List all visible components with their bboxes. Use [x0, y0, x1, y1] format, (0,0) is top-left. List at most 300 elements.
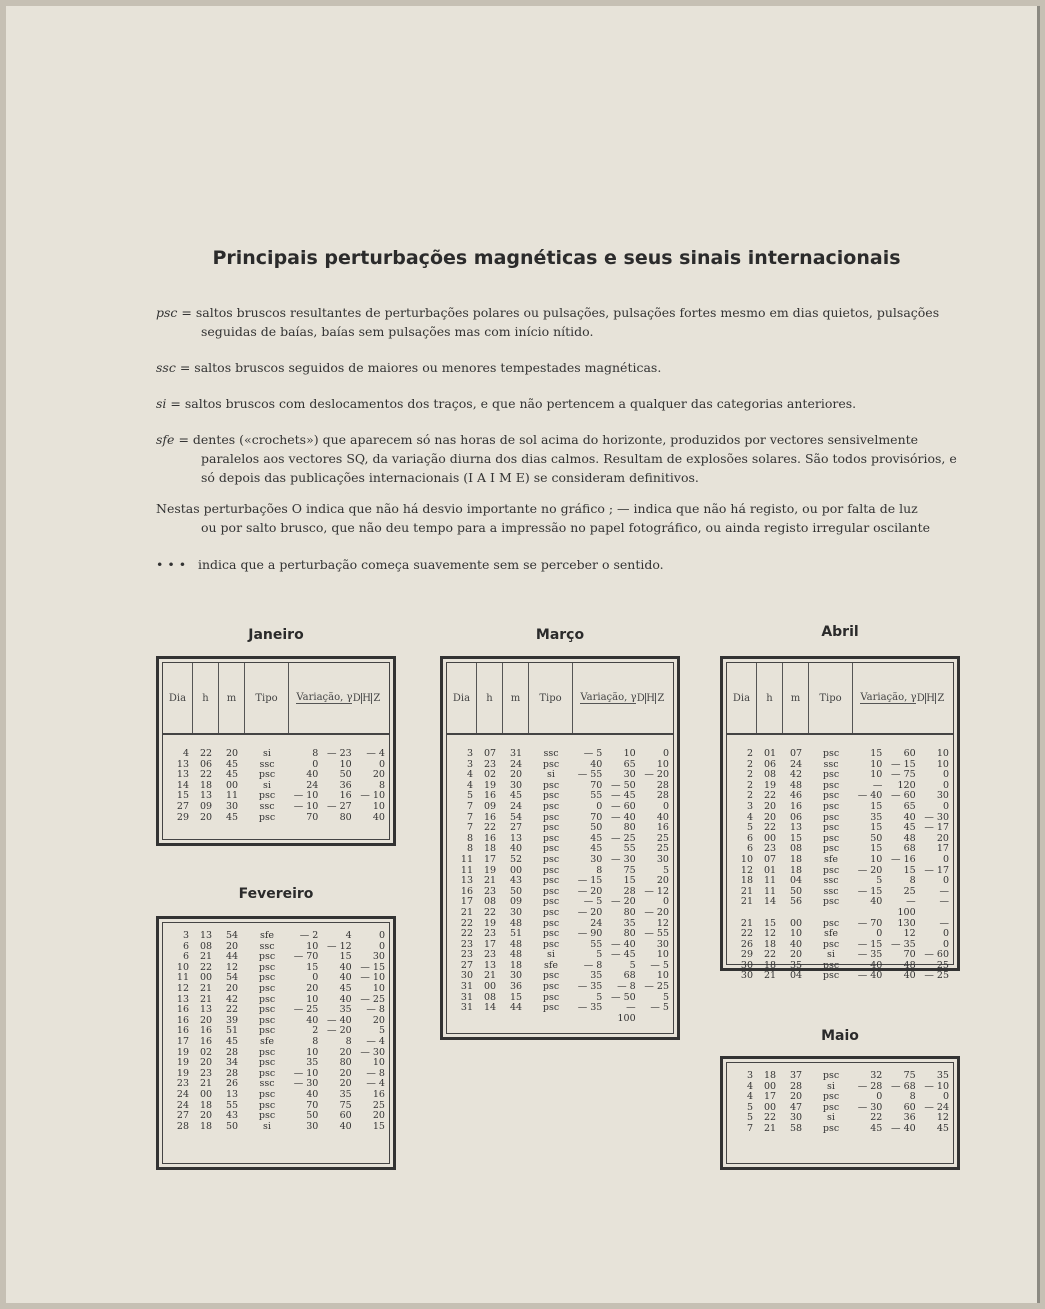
table-row [163, 1016, 389, 1027]
table-cell: 19 [483, 779, 497, 791]
table-row [163, 942, 389, 953]
table-cell: — 40 [857, 790, 883, 802]
table-row [447, 802, 673, 813]
table-cell: 00 [763, 832, 777, 844]
table-cell: 15 [870, 800, 883, 812]
table-cell: 22 [870, 1112, 883, 1124]
table-cell: 0 [876, 1091, 883, 1103]
table-cell: 0 [378, 940, 385, 952]
table-cell: 15 [306, 961, 319, 973]
table-cell: 36 [339, 779, 352, 791]
table-cell: 00 [509, 864, 523, 876]
table-cell: 31 [460, 1002, 473, 1014]
table-row [447, 834, 673, 845]
table-cell: — 75 [891, 769, 916, 781]
table-cell: psc [542, 938, 560, 950]
table-cell: 7 [466, 822, 473, 834]
table-cell: 11 [763, 875, 777, 887]
table-cell: 22 [483, 906, 497, 918]
table-cell: si [827, 949, 835, 961]
table-cell: 20 [225, 982, 239, 994]
table-cell: 35 [339, 1004, 352, 1016]
table-row [727, 950, 953, 961]
table-cell: 16 [483, 811, 497, 823]
table-row [727, 1103, 953, 1114]
table-cell: 19 [176, 1046, 189, 1058]
table-cell: 45 [590, 832, 603, 844]
table-cell: 5 [662, 991, 669, 1003]
table-cell: 50 [789, 885, 803, 897]
table-cell: 07 [789, 748, 803, 759]
table-cell: 14 [763, 896, 777, 908]
table-cell: — 8 [617, 981, 636, 993]
table-cell: 3 [466, 758, 473, 770]
table-cell: psc [542, 779, 560, 791]
table-cell: 20 [339, 1046, 352, 1058]
table-cell: 27 [509, 822, 523, 834]
table-cell: 130 [897, 917, 916, 929]
table-cell: 47 [789, 1101, 803, 1113]
table-row [727, 749, 953, 760]
table-cell: — 4 [366, 748, 385, 759]
table-cell: 08 [789, 843, 803, 855]
table-cell: 48 [509, 938, 523, 950]
table-cell: psc [258, 951, 276, 963]
table-row [163, 963, 389, 974]
table-cell: 20 [372, 1110, 385, 1122]
table-cell: 60 [339, 1110, 352, 1122]
table-cell: 44 [225, 951, 239, 963]
col-z-header: Z [373, 692, 381, 704]
table-cell: psc [822, 1091, 840, 1103]
page [6, 6, 1040, 1303]
table-row [447, 1003, 673, 1024]
table-cell: 08 [763, 769, 777, 781]
table-cell: 39 [225, 1014, 239, 1026]
table-cell: psc [822, 811, 840, 823]
table-cell: 20 [509, 769, 523, 781]
col-m-header: m [219, 663, 245, 733]
table-cell: 18 [763, 1070, 777, 1081]
table-row [447, 749, 673, 760]
table-cell: 12 [763, 928, 777, 940]
table-cell: 50 [870, 832, 883, 844]
table-cell: 36 [509, 981, 523, 993]
table-cell: psc [542, 800, 560, 812]
table-cell: 20 [225, 940, 239, 952]
definition-text: saltos bruscos com deslocamentos dos traços, e que não pertencem a qualquer das categorias anteriores. [184, 396, 857, 411]
table-cell: 48 [903, 832, 916, 844]
table-frame [726, 1062, 954, 1164]
table-cell: — 55 [577, 769, 603, 781]
table-cell: 06 [789, 811, 803, 823]
table-row [727, 855, 953, 866]
table-row [727, 1082, 953, 1093]
table-cell: 28 [656, 779, 669, 791]
table-cell: 24 [509, 800, 523, 812]
table-cell: psc [258, 993, 276, 1005]
table-cell: 22 [740, 928, 753, 940]
table-cell: 0 [942, 938, 949, 950]
table-cell: — 35 [577, 981, 603, 993]
table-cell: 45 [936, 1122, 949, 1134]
table-cell: 26 [225, 1078, 239, 1090]
table-cell: psc [542, 885, 560, 897]
table-cell: 2 [746, 790, 753, 802]
table-cell: sfe [823, 853, 838, 865]
table-cell: 30 [656, 853, 669, 865]
table-cell: 30 [936, 790, 949, 802]
table-cell: 37 [789, 1070, 803, 1081]
table-cell: 5 [746, 1101, 753, 1113]
table-cell: 20 [763, 800, 777, 812]
table-cell: 13 [199, 1004, 213, 1016]
table-cell: 120 [897, 779, 916, 791]
table-cell: 15 [789, 832, 803, 844]
table-cell: — 5 [583, 896, 603, 908]
table-cell: 35 [870, 811, 883, 823]
table-cell: 8 [378, 779, 385, 791]
table-cell: 13 [176, 769, 189, 781]
table-cell: — 28 [857, 1080, 883, 1092]
table-cell: 4 [746, 1091, 753, 1103]
table-cell: 0 [596, 800, 603, 812]
table-cell: — 10 [293, 1067, 319, 1079]
table-cell: 30 [509, 779, 523, 791]
col-tipo-header: Tipo [809, 663, 853, 733]
col-h-header: h [477, 663, 503, 733]
table-cell: — 60 [891, 790, 916, 802]
table-cell: 8 [909, 1091, 916, 1103]
table-cell: psc [258, 769, 276, 781]
table-cell: — 30 [924, 811, 949, 823]
table-cell: 25 [656, 832, 669, 844]
table-cell: 19 [763, 779, 777, 791]
table-cell: 17 [460, 896, 473, 908]
table-cell: — [939, 896, 949, 908]
table-cell: 10 [306, 993, 319, 1005]
table-cell: 15 [870, 822, 883, 834]
table-cell: 52 [509, 853, 523, 865]
table-row [163, 791, 389, 802]
table-cell: — 20 [644, 906, 669, 918]
table-cell: 10 [870, 758, 883, 770]
table-cell: — 15 [891, 758, 916, 770]
table-cell: 2 [746, 769, 753, 781]
table-cell: — 40 [327, 1014, 352, 1026]
table-frame [162, 922, 390, 1164]
table-row [727, 866, 953, 877]
table-cell: psc [258, 1099, 276, 1111]
table-cell: 80 [623, 906, 636, 918]
table-cell: — 45 [611, 949, 636, 961]
table-frame [446, 662, 674, 1034]
table-row [727, 844, 953, 855]
table-cell: — 27 [327, 800, 352, 812]
table-cell: psc [822, 769, 840, 781]
table-cell: ssc [259, 940, 275, 952]
table-cell: psc [822, 748, 840, 759]
col-dia-header: Dia [447, 663, 477, 733]
variacao-title: Variação, γ [860, 692, 917, 703]
table-row [163, 1122, 389, 1133]
table-cell: 13 [199, 930, 213, 941]
table-cell: — 20 [611, 896, 636, 908]
definition-term: ssc [156, 360, 176, 375]
table-cell: 15 [763, 917, 777, 929]
table-cell: — 25 [360, 993, 385, 1005]
table-cell: 01 [763, 864, 777, 876]
table-cell: 30 [740, 959, 753, 971]
table-cell: 45 [903, 822, 916, 834]
table-cell: sfe [823, 928, 838, 940]
table-cell: 08 [483, 896, 497, 908]
col-m-header: m [503, 663, 529, 733]
table-cell: psc [822, 832, 840, 844]
table-cell: 45 [509, 790, 523, 802]
table-cell: 5 [746, 1112, 753, 1124]
table-row [727, 834, 953, 845]
table-cell: 0 [942, 928, 949, 940]
table-row [163, 1069, 389, 1080]
variacao-title: Variação, γ [296, 692, 353, 703]
table-cell: — 20 [644, 769, 669, 781]
table-cell: psc [258, 1088, 276, 1100]
table-cell: 40 [590, 758, 603, 770]
table-cell: psc [542, 917, 560, 929]
table-cell: 20 [789, 949, 803, 961]
table-cell: 23 [460, 938, 473, 950]
table-cell: 13 [176, 993, 189, 1005]
table-row [727, 760, 953, 771]
table-cell: 31 [460, 981, 473, 993]
table-cell: — 12 [327, 940, 352, 952]
table-cell: 21 [199, 1078, 213, 1090]
table-cell: 10 [306, 1046, 319, 1058]
table-cell: — 15 [360, 961, 385, 973]
table-cell: psc [542, 906, 560, 918]
col-d-header: D [352, 692, 361, 704]
table-cell: 20 [199, 1014, 213, 1026]
table-cell: 13 [225, 1088, 239, 1100]
table-cell: 21 [483, 875, 497, 887]
table-cell: 24 [176, 1088, 189, 1100]
table-cell: psc [258, 1057, 276, 1069]
table-cell: — 5 [650, 959, 669, 971]
variacao-title: Variação, γ [580, 692, 637, 703]
table-cell: 40 [870, 959, 883, 971]
table-cell: psc [258, 1004, 276, 1016]
table-cell: psc [822, 790, 840, 802]
table-cell: 5 [876, 875, 883, 887]
table-cell: 4 [746, 1080, 753, 1092]
table-row [447, 940, 673, 951]
definition-continuation: paralelos aos vectores SQ, da variação diurna dos dias calmos. Resultam de explosões solares. São todos provisórios, e só depois das publicações internacionais (I A I M E) se consideram definitivos. [201, 451, 957, 485]
table-cell: 17 [763, 1091, 777, 1103]
definition-text: dentes («crochets») que aparecem só nas horas de sol acima do horizonte, produzidos por vectores sensivelmente [192, 432, 919, 447]
table-cell: psc [542, 832, 560, 844]
table-cell: sfe [543, 959, 558, 971]
table-row [447, 929, 673, 940]
month-title-janeiro: Janeiro [248, 627, 304, 643]
table-cell: 50 [225, 1120, 239, 1132]
table-cell: psc [542, 1002, 560, 1014]
definition-ssc [156, 358, 968, 377]
table-cell: — 10 [924, 1080, 949, 1092]
variacao-header [573, 663, 673, 733]
table-cell: 20 [339, 1078, 352, 1090]
table-cell: 36 [903, 1112, 916, 1124]
table-cell: — 10 [360, 790, 385, 802]
table-cell: 20 [199, 1110, 213, 1122]
table-cell: — 40 [611, 938, 636, 950]
table-cell: 18 [763, 959, 777, 971]
table-cell: 7 [466, 811, 473, 823]
table-cell: 28 [656, 790, 669, 802]
table-cell: 13 [483, 959, 497, 971]
table-cell: 5 [466, 790, 473, 802]
table-cell: 65 [903, 800, 916, 812]
table-cell: — 40 [857, 970, 883, 982]
table-cell: 2 [746, 748, 753, 759]
table-row [447, 760, 673, 771]
table-cell: 21 [740, 896, 753, 908]
table-cell: 17 [483, 938, 497, 950]
table-cell: 0 [942, 875, 949, 887]
table-cell: 18 [199, 1120, 213, 1132]
table-cell: 7 [466, 800, 473, 812]
table-cell: psc [258, 982, 276, 994]
table-cell: 12 [176, 982, 189, 994]
table-cell: 35 [339, 1088, 352, 1100]
table-cell: 6 [182, 940, 189, 952]
table-row [163, 973, 389, 984]
table-cell: 08 [483, 991, 497, 1003]
table-cell: 30 [225, 800, 239, 812]
table-row [447, 887, 673, 898]
table-cell: 80 [623, 928, 636, 940]
table-cell: 0 [378, 758, 385, 770]
table-cell: ssc [259, 1078, 275, 1090]
table-cell: 00 [763, 1101, 777, 1113]
table-cell: 00 [483, 981, 497, 993]
table-cell: 13 [789, 822, 803, 834]
table-fevereiro [156, 916, 396, 1170]
table-row [727, 1092, 953, 1103]
table-cell: 30 [590, 853, 603, 865]
table-cell: 5 [596, 991, 603, 1003]
table-cell: 35 [306, 1057, 319, 1069]
table-cell: 11 [460, 853, 473, 865]
table-row [727, 781, 953, 792]
table-cell: — 25 [924, 970, 949, 982]
table-cell: 22 [199, 769, 213, 781]
table-cell: psc [258, 1014, 276, 1026]
table-cell: 28 [176, 1120, 189, 1132]
table-cell: 8 [909, 875, 916, 887]
table-cell: 68 [623, 970, 636, 982]
table-cell: 07 [483, 748, 497, 759]
definition-text: saltos bruscos seguidos de maiores ou menores tempestades magnéticas. [194, 360, 662, 375]
table-cell: 40 [339, 972, 352, 984]
table-cell: 3 [746, 1070, 753, 1081]
table-cell: 40 [339, 961, 352, 973]
table-cell: psc [542, 864, 560, 876]
table-cell: 20 [763, 811, 777, 823]
table-cell: psc [822, 896, 840, 908]
month-title-maio: Maio [821, 1028, 859, 1044]
table-cell: 23 [483, 885, 497, 897]
table-row [727, 971, 953, 982]
table-cell: 10 [936, 758, 949, 770]
table-cell: 70 [903, 949, 916, 961]
table-cell: 18 [509, 959, 523, 971]
table-cell: — 40 [891, 1122, 916, 1134]
table-frame [162, 662, 390, 840]
table-cell: 20 [789, 1091, 803, 1103]
table-cell: 8 [345, 1035, 352, 1047]
table-cell: 40 [372, 811, 385, 823]
table-cell: 45 [870, 1122, 883, 1134]
table-cell: 02 [483, 769, 497, 781]
table-cell: 5 [629, 959, 636, 971]
table-cell: 42 [789, 769, 803, 781]
table-cell: — 100 [897, 896, 916, 918]
col-z-header: Z [657, 692, 665, 704]
table-cell: 5 [746, 822, 753, 834]
table-cell: 21 [199, 951, 213, 963]
table-cell: — 10 [293, 800, 319, 812]
table-row [727, 770, 953, 781]
col-m-header: m [783, 663, 809, 733]
table-row [727, 887, 953, 898]
col-dia-header: Dia [727, 663, 757, 733]
table-row [163, 995, 389, 1006]
table-row [727, 1113, 953, 1124]
table-cell: 22 [483, 822, 497, 834]
table-cell: 22 [199, 748, 213, 759]
table-cell: 0 [942, 853, 949, 865]
table-cell: 20 [199, 1057, 213, 1069]
table-cell: 45 [225, 769, 239, 781]
table-cell: ssc [823, 875, 839, 887]
table-cell: 75 [339, 1099, 352, 1111]
table-cell: 01 [763, 748, 777, 759]
table-cell: 22 [225, 1004, 239, 1016]
table-cell: 40 [339, 993, 352, 1005]
table-cell: 40 [903, 970, 916, 982]
table-cell: 20 [225, 748, 239, 759]
table-cell: 25 [656, 843, 669, 855]
table-cell: sfe [259, 1035, 274, 1047]
table-cell: si [827, 1112, 835, 1124]
table-cell: — 70 [293, 951, 319, 963]
table-cell: 27 [176, 800, 189, 812]
table-row [163, 770, 389, 781]
table-cell: psc [258, 811, 276, 823]
table-cell: — 17 [924, 822, 949, 834]
table-cell: 18 [199, 1099, 213, 1111]
table-cell: psc [822, 938, 840, 950]
table-cell: — 35 [891, 938, 916, 950]
table-cell: 18 [483, 843, 497, 855]
table-row [447, 919, 673, 930]
table-cell: 15 [903, 864, 916, 876]
table-cell: — 5 [650, 1002, 669, 1014]
table-cell: psc [542, 758, 560, 770]
table-cell: — 8 [366, 1067, 385, 1079]
table-cell: psc [542, 875, 560, 887]
